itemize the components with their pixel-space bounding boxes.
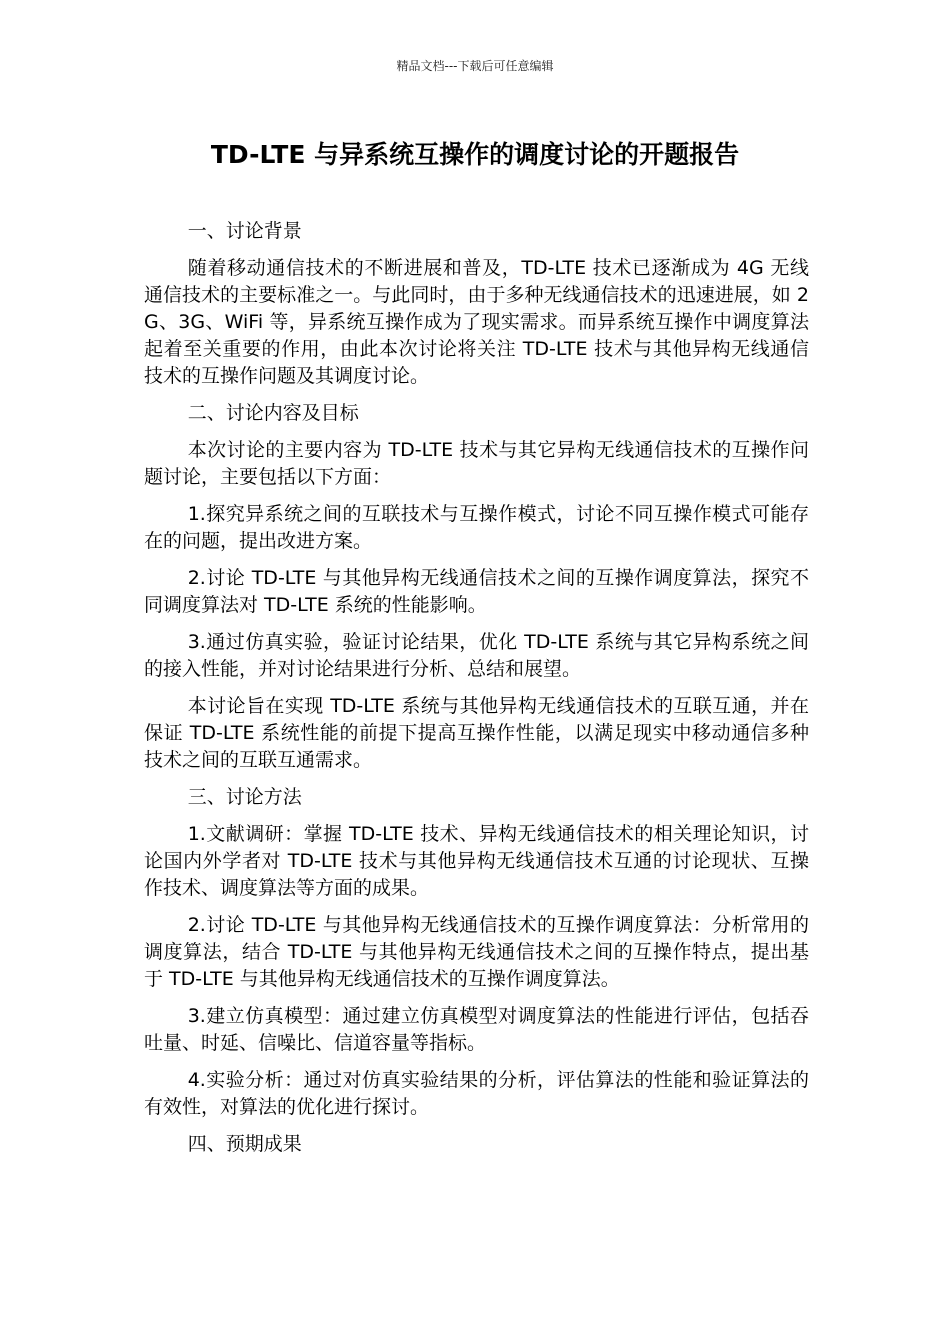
list-item: 4.实验分析：通过对仿真实验结果的分析，评估算法的性能和验证算法的有效性，对算法的优化进行探讨。 xyxy=(144,1069,809,1118)
list-item: 2.讨论 TD-LTE 与其他异构无线通信技术的互操作调度算法：分析常用的调度算法，结合 TD-LTE 与其他异构无线通信技术之间的互操作特点，提出基于 TD-LTE 与其他异构无线通信技术的互操作调度算法。 xyxy=(144,914,809,990)
document-title: TD-LTE 与异系统互操作的调度讨论的开题报告 xyxy=(210,140,740,169)
list-item: 3.通过仿真实验，验证讨论结果，优化 TD-LTE 系统与其它异构系统之间的接入性能，并对讨论结果进行分析、总结和展望。 xyxy=(144,631,809,680)
paragraph: 本讨论旨在实现 TD-LTE 系统与其他异构无线通信技术的互联互通，并在保证 TD-LTE 系统性能的前提下提高互操作性能，以满足现实中移动通信多种技术之间的互联互通需求。 xyxy=(144,695,809,771)
list-item: 1.探究异系统之间的互联技术与互操作模式，讨论不同互操作模式可能存在的问题，提出改进方案。 xyxy=(144,503,809,552)
list-item: 2.讨论 TD-LTE 与其他异构无线通信技术之间的互操作调度算法，探究不同调度算法对 TD-LTE 系统的性能影响。 xyxy=(144,567,809,616)
document-body xyxy=(144,218,809,1168)
list-item: 1.文献调研：掌握 TD-LTE 技术、异构无线通信技术的相关理论知识，讨论国内外学者对 TD-LTE 技术与其他异构无线通信技术互通的讨论现状、互操作技术、调度算法等方面的成果。 xyxy=(144,823,809,899)
list-item: 3.建立仿真模型：通过建立仿真模型对调度算法的性能进行评估，包括吞吐量、时延、信噪比、信道容量等指标。 xyxy=(144,1005,809,1054)
paragraph: 本次讨论的主要内容为 TD-LTE 技术与其它异构无线通信技术的互操作问题讨论，主要包括以下方面： xyxy=(144,439,809,488)
section-heading-content-goals: 二、讨论内容及目标 xyxy=(187,402,359,424)
paragraph: 随着移动通信技术的不断进展和普及，TD-LTE 技术已逐渐成为 4G 无线通信技术的主要标准之一。与此同时，由于多种无线通信技术的迅速进展，如 2G、3G、WiFi 等，异系统互操作成为了现实需求。而异系统互操作中调度算法起着至关重要的作用，由此本次讨论将关注 TD-LTE 技术与其他异构无线通信技术的互操作问题及其调度讨论。 xyxy=(144,257,809,387)
section-heading-background: 一、讨论背景 xyxy=(187,220,302,242)
section-heading-expected-results: 四、预期成果 xyxy=(187,1133,302,1155)
header-note: 精品文档---下载后可任意编辑 xyxy=(396,59,554,73)
section-heading-methods: 三、讨论方法 xyxy=(187,786,302,808)
